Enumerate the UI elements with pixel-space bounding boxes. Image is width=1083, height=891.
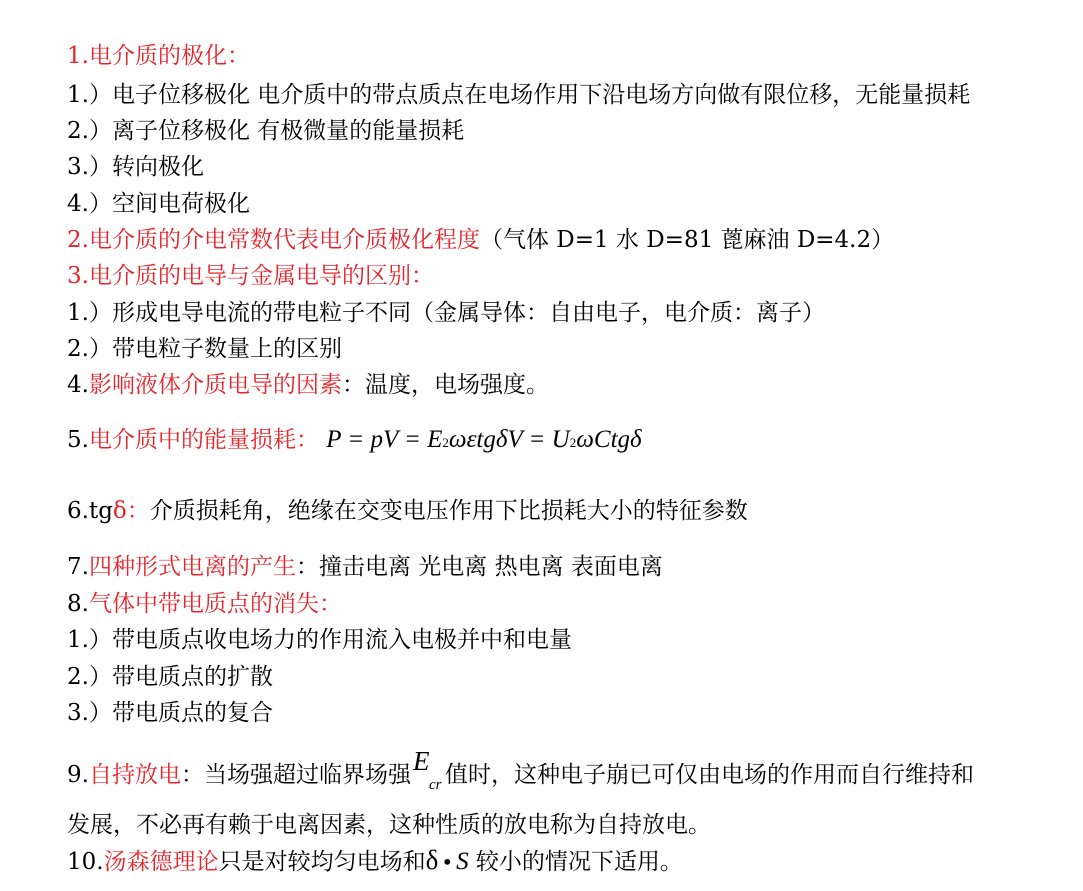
s1-item-3: 3.）转向极化: [67, 154, 204, 180]
section-3-heading: [67, 261, 434, 291]
s1-item-4: 4.）空间电荷极化: [67, 191, 250, 217]
bullet-dot: •: [441, 850, 454, 874]
tg-symbol: tg: [88, 498, 113, 524]
section-title: 气体中带电质点的消失：: [88, 591, 342, 617]
section-number: 2.: [67, 227, 89, 253]
section-4-line: [67, 370, 549, 400]
section-8-heading: [67, 589, 342, 619]
section-title: 汤森德理论: [103, 849, 219, 875]
section-5-line: [67, 425, 642, 458]
section-title: 电介质的极化：: [88, 43, 250, 69]
section-text: 值时，这种电子崩已可仅由电场的作用而自行维持和: [444, 762, 974, 788]
section-text: ：温度，电场强度。: [341, 372, 549, 398]
section-title: 电介质中的能量损耗：: [88, 427, 319, 453]
section-title: 四种形式电离的产生: [88, 554, 296, 580]
section-9-line-2: 发展，不必再有赖于电离因素，这种性质的放电称为自持放电。: [67, 812, 711, 838]
section-title: 自持放电: [88, 762, 181, 788]
section-text: 只是对较均匀电场和: [218, 849, 426, 875]
section-number: 7.: [67, 554, 89, 580]
s3-item-2: 2.）带电粒子数量上的区别: [67, 336, 342, 362]
section-text: （气体 D=1 水 D=81 蓖麻油 D=4.2）: [479, 227, 895, 253]
section-title: 电介质的电导与金属电导的区别：: [88, 263, 434, 289]
section-6-line: 6.tgδ：介质损耗角，绝缘在交变电压作用下比损耗大小的特征参数: [67, 498, 748, 524]
section-text: 介质损耗角，绝缘在交变电压作用下比损耗大小的特征参数: [149, 498, 748, 524]
section-title: 影响液体介质电导的因素: [88, 372, 342, 398]
section-7-line: [67, 552, 663, 582]
s8-item-1: 1.）带电质点收电场力的作用流入电极并中和电量: [67, 627, 572, 653]
section-number: 3.: [67, 263, 89, 289]
section-text: ：当场强超过临界场强: [180, 762, 411, 788]
section-number: 8.: [67, 591, 89, 617]
s-symbol: S: [456, 848, 469, 875]
section-number: 4.: [67, 372, 89, 398]
section-text: 较小的情况下适用。: [468, 849, 683, 875]
s8-item-3: 3.）带电质点的复合: [67, 700, 273, 726]
critical-field-symbol: E cr: [412, 746, 442, 793]
section-number: 6.: [67, 498, 89, 524]
energy-loss-formula: P = pV = E2ωεtgδV = U2ωCtgδ: [326, 426, 642, 453]
section-number: 9.: [67, 762, 89, 788]
section-number: 10.: [67, 849, 104, 875]
delta-symbol: δ: [112, 498, 127, 524]
section-1-heading: [67, 41, 250, 71]
section-10-line: [67, 845, 683, 877]
section-text: ：撞击电离 光电离 热电离 表面电离: [295, 554, 663, 580]
s8-item-2: 2.）带电质点的扩散: [67, 664, 273, 690]
s3-item-1: 1.）形成电导电流的带电粒子不同（金属导体：自由电子，电介质：离子）: [67, 300, 825, 326]
section-number: 1.: [67, 43, 89, 69]
s1-item-2: 2.）离子位移极化 有极微量的能量损耗: [67, 118, 465, 144]
s1-item-1: 1.）电子位移极化 电介质中的带点质点在电场作用下沿电场方向做有限位移，无能量损耗: [67, 82, 971, 108]
delta-symbol: δ: [425, 845, 439, 875]
section-2-line: [67, 225, 894, 255]
section-title: 电介质的介电常数代表电介质极化程度: [88, 227, 480, 253]
section-number: 5.: [67, 427, 89, 453]
section-9-line: [67, 746, 974, 793]
